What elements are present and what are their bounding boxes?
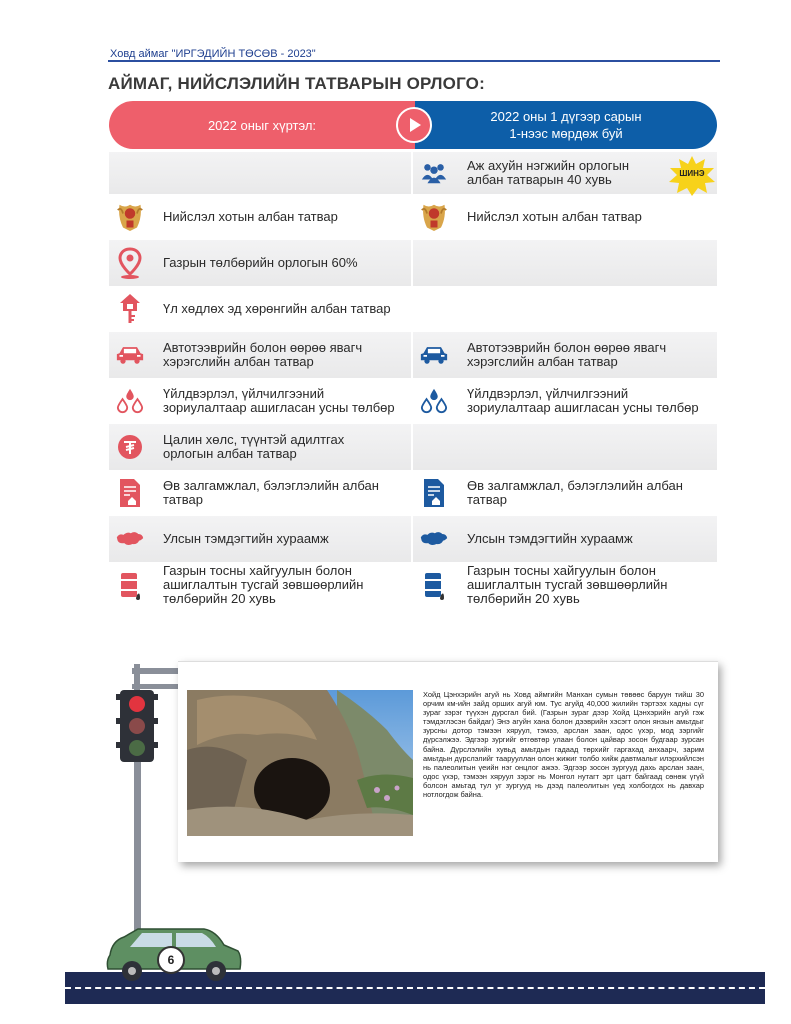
column-header-before [109, 101, 415, 149]
row-text-line: Нийслэл хотын албан татвар [163, 209, 338, 224]
table-cell [413, 194, 717, 240]
table-cell-empty [413, 286, 717, 332]
table-cell-empty [413, 424, 717, 470]
water-drops-icon [116, 387, 144, 415]
table-cell [109, 562, 411, 608]
row-text-line: зориулалтаар ашигласан усны төлбөр [163, 400, 395, 415]
emblem-icon [420, 203, 448, 231]
table-row [109, 424, 717, 470]
info-box-text: Хойд Цэнхэрийн агуй нь Ховд аймгийн Манхан сумын төвөөс баруун тийш 30 орчим км-ийн зайд орших агуй юм. Тус агуйд 40,000 жилийн тэртээх хадны сүг зураг зэрэг түүхэн дурсгал бий. (Газрын зураг дээр Хойд Цэнхэрийн агуй гэж тэмдэглэсэн байдаг) Энэ агуйн хана болон дээврийн хэсэгт олон янзын амьтдыг зурсны дотор тэмээн хяруул, тэмээ, арслан заан, одос үхэр, мод зэргийг дүрсэлжээ. Эдгээр зургийг өтгөвтөр улаан болон цайвар зосон будгаар зурсан байна. Дүрслэлийн хувьд амьтдын гадаад төрхийг гаргахад анхаарч, зарим амьтдын дүрслэлийг таарууллан олон жижиг толбо хийж давтмалыг илэрхийлсэн нь палеолитын үеийн нэг онцлог ажээ. Эдгээр зосон зургууд дахь арслан заан, одос үхэр, тэмээн хяруул зэрэг нь Монгол нутагт эрт цагт байгаад сөнөж үгүй болсон амьтад тул уг зургууд нь дээд палеолитын үед холбогдох нь давхар нотлогдож байна. [423, 690, 704, 800]
table-cell [109, 240, 411, 286]
row-text-line: зориулалтаар ашигласан усны төлбөр [467, 400, 699, 415]
row-text-line: Үйлдвэрлэл, үйлчилгээний [163, 386, 325, 401]
column-header-before-label: 2022 оныг хүртэл: [207, 117, 317, 133]
row-text-line: Автотээврийн болон өөрөө явагч [467, 340, 667, 355]
row-text-line: Цалин хөлс, түүнтэй адилтгах [163, 432, 345, 447]
row-text-line: Газрын тосны хайгуулын болон [467, 563, 656, 578]
table-cell [109, 286, 411, 332]
table-cell-empty [109, 152, 411, 194]
new-badge-label: ШИНЭ [679, 169, 705, 178]
column-header-current [415, 101, 717, 149]
row-text-line: Үл хөдлөх эд хөрөнгийн албан татвар [163, 301, 391, 316]
car-icon [420, 341, 448, 369]
row-text-line: албан татварын 40 хувь [467, 172, 612, 187]
table-row [109, 562, 717, 608]
table-cell [413, 470, 717, 516]
table-row [109, 240, 717, 286]
inheritance-document-icon [420, 479, 448, 507]
row-text-line: орлогын албан татвар [163, 446, 297, 461]
row-text-line: Нийслэл хотын албан татвар [467, 209, 642, 224]
row-text-line: татвар [163, 492, 203, 507]
house-key-icon [116, 295, 144, 323]
traffic-light-illustration [112, 660, 182, 960]
row-text-line: Өв залгамжлал, бэлэглэлийн албан [467, 478, 683, 493]
table-cell [109, 470, 411, 516]
table-row [109, 516, 717, 562]
cave-photo [187, 690, 413, 836]
inheritance-document-icon [116, 479, 144, 507]
header-rule [108, 60, 720, 62]
row-text-line: Аж ахуйн нэгжийн орлогын [467, 158, 630, 173]
row-text-line: төлбөрийн 20 хувь [467, 591, 580, 606]
table-row [109, 152, 717, 194]
row-text-line: татвар [467, 492, 507, 507]
table-row [109, 470, 717, 516]
row-text-line: Өв залгамжлал, бэлэглэлийн албан [163, 478, 379, 493]
row-text-line: ашиглалтын тусгай зөвшөөрлийн [467, 577, 668, 592]
emblem-icon [116, 203, 144, 231]
row-text-line: Автотээврийн болон өөрөө явагч [163, 340, 363, 355]
row-text-line: төлбөрийн 20 хувь [163, 591, 276, 606]
column-header-current-line1: 2022 оны 1 дүгээр сарын [490, 109, 642, 124]
table-cell [109, 424, 411, 470]
people-icon [420, 159, 448, 187]
running-header: Ховд аймаг "ИРГЭДИЙН ТӨСӨВ - 2023" [110, 48, 316, 60]
tax-comparison-table [109, 152, 717, 608]
row-text-line: ашиглалтын тусгай зөвшөөрлийн [163, 577, 364, 592]
table-cell [109, 378, 411, 424]
page-number: 6 [157, 946, 185, 974]
row-text-line: хэрэгслийн албан татвар [163, 354, 314, 369]
page-title: АЙМАГ, НИЙСЛЭЛИЙН ТАТВАРЫН ОРЛОГО: [108, 74, 485, 93]
location-pin-icon [116, 249, 144, 277]
water-drops-icon [420, 387, 448, 415]
tugrik-coin-icon [116, 433, 144, 461]
table-row [109, 286, 717, 332]
new-badge [668, 155, 716, 197]
table-cell [413, 516, 717, 562]
play-arrow-icon [396, 107, 432, 143]
table-cell [413, 378, 717, 424]
row-text-line: Улсын тэмдэгтийн хураамж [467, 531, 633, 546]
row-text-line: Газрын төлбөрийн орлогын 60% [163, 255, 358, 270]
table-cell [109, 332, 411, 378]
mongolia-map-icon [420, 525, 448, 553]
oil-barrel-icon [116, 571, 144, 599]
table-cell-empty [413, 240, 717, 286]
table-cell [109, 516, 411, 562]
row-text-line: Үйлдвэрлэл, үйлчилгээний [467, 386, 629, 401]
row-text-line: Газрын тосны хайгуулын болон [163, 563, 352, 578]
mongolia-map-icon [116, 525, 144, 553]
table-cell [413, 562, 717, 608]
oil-barrel-icon [420, 571, 448, 599]
table-cell [109, 194, 411, 240]
table-row [109, 332, 717, 378]
column-header-current-line2: 1-нээс мөрдөж буй [509, 126, 623, 141]
road-dashes [65, 987, 765, 989]
car-icon [116, 341, 144, 369]
row-text-line: хэрэгслийн албан татвар [467, 354, 618, 369]
table-cell [413, 332, 717, 378]
table-row [109, 378, 717, 424]
table-row [109, 194, 717, 240]
row-text-line: Улсын тэмдэгтийн хураамж [163, 531, 329, 546]
